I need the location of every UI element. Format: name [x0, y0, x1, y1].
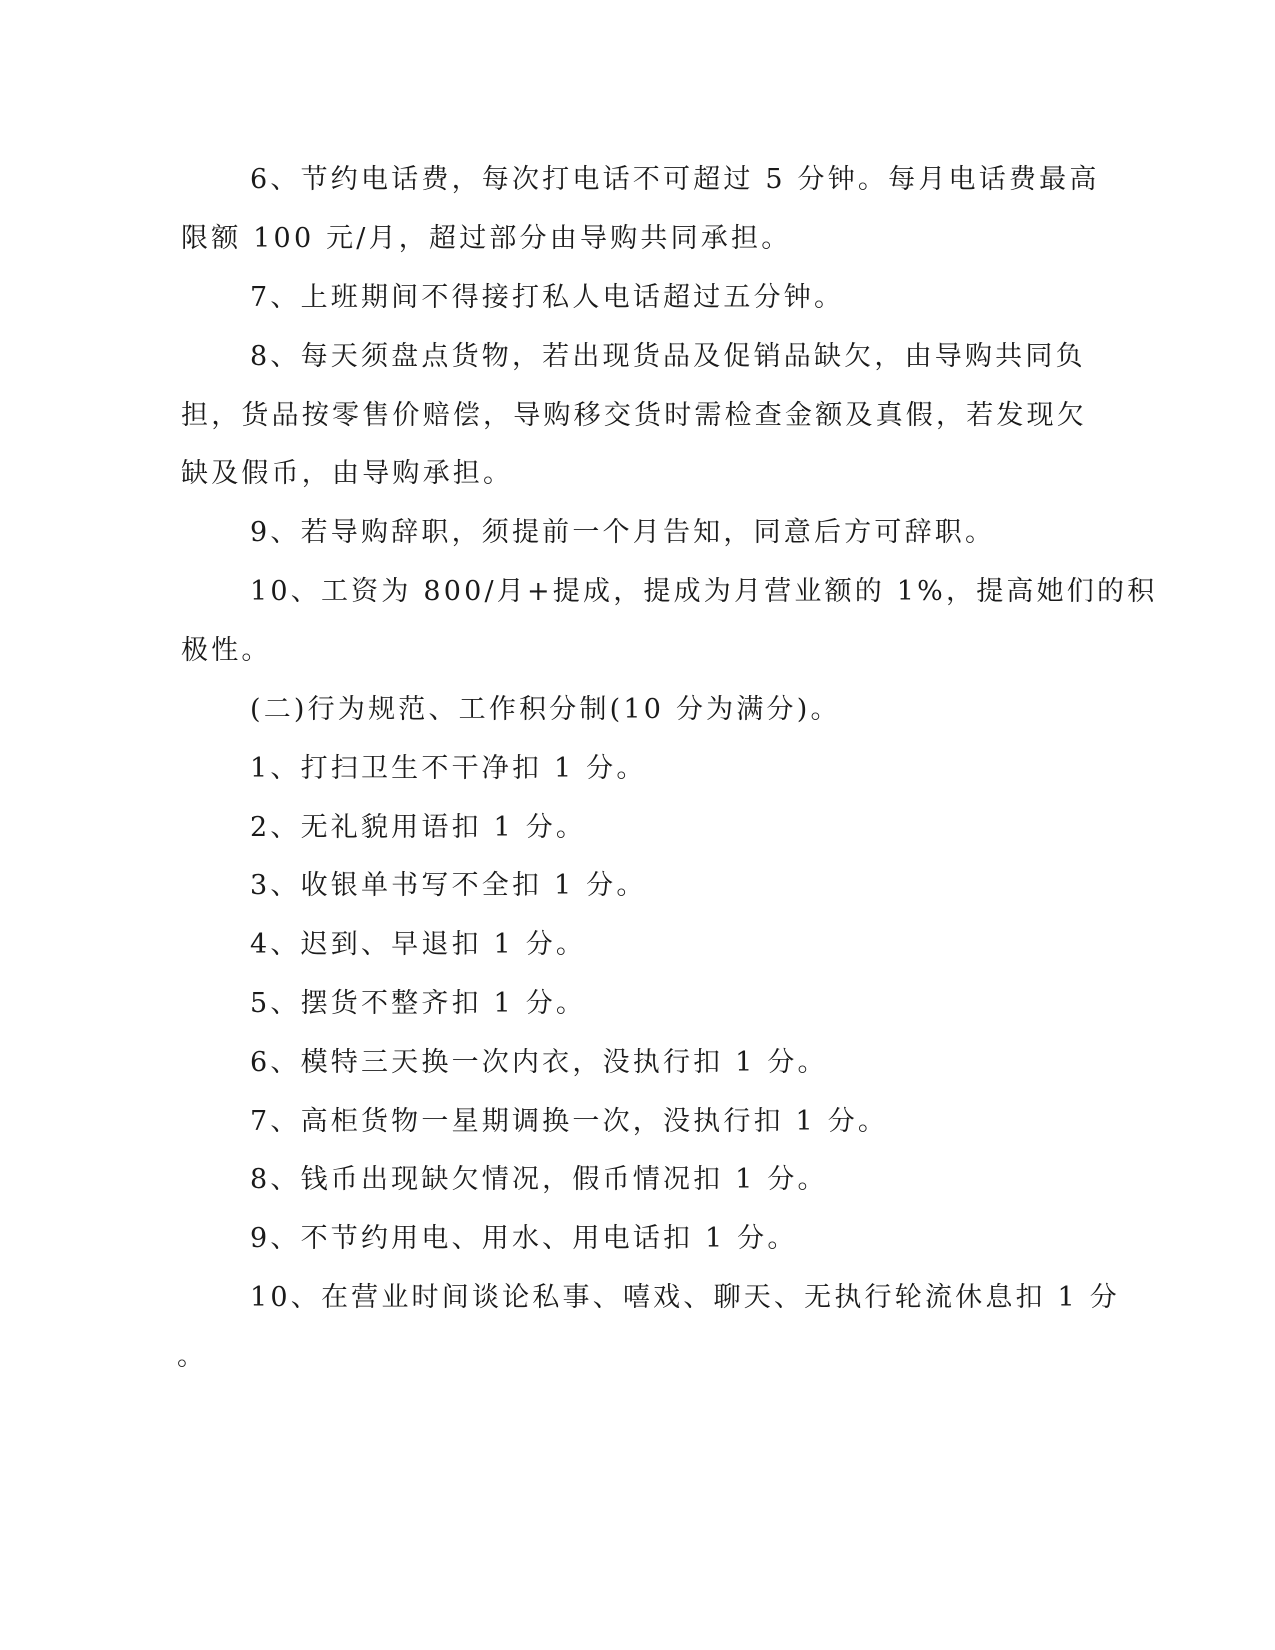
rule-7: 7、上班期间不得接打私人电话超过五分钟。: [250, 282, 845, 313]
section-heading: (二)行为规范、工作积分制(10 分为满分)。: [250, 694, 841, 725]
rule-10-line-2: 极性。: [181, 635, 272, 666]
rule-9: 9、若导购辞职，须提前一个月告知，同意后方可辞职。: [250, 517, 996, 548]
score-item-10-line-2: 。: [177, 1341, 208, 1372]
score-item-7: 7、高柜货物一星期调换一次，没执行扣 1 分。: [250, 1106, 889, 1137]
score-item-5: 5、摆货不整齐扣 1 分。: [250, 988, 587, 1019]
rule-8-line-1: 8、每天须盘点货物，若出现货品及促销品缺欠，由导购共同负: [250, 341, 1086, 372]
rule-8-line-2: 担，货品按零售价赔偿，导购移交货时需检查金额及真假，若发现欠: [181, 400, 1087, 431]
rule-8-line-3: 缺及假币，由导购承担。: [181, 458, 514, 489]
rule-6-line-2: 限额 100 元/月，超过部分由导购共同承担。: [181, 223, 792, 254]
score-item-9: 9、不节约用电、用水、用电话扣 1 分。: [250, 1223, 798, 1254]
score-item-10-line-1: 10、在营业时间谈论私事、嘻戏、聊天、无执行轮流休息扣 1 分: [250, 1282, 1120, 1313]
rule-10-line-1: 10、工资为 800/月+提成，提成为月营业额的 1%，提高她们的积: [250, 576, 1158, 607]
rule-6-line-1: 6、节约电话费，每次打电话不可超过 5 分钟。每月电话费最高: [250, 164, 1100, 195]
score-item-4: 4、迟到、早退扣 1 分。: [250, 929, 587, 960]
score-item-3: 3、收银单书写不全扣 1 分。: [250, 870, 647, 901]
score-item-1: 1、打扫卫生不干净扣 1 分。: [250, 753, 647, 784]
score-item-8: 8、钱币出现缺欠情况，假币情况扣 1 分。: [250, 1164, 828, 1195]
score-item-6: 6、模特三天换一次内衣，没执行扣 1 分。: [250, 1047, 828, 1078]
score-item-2: 2、无礼貌用语扣 1 分。: [250, 812, 587, 843]
